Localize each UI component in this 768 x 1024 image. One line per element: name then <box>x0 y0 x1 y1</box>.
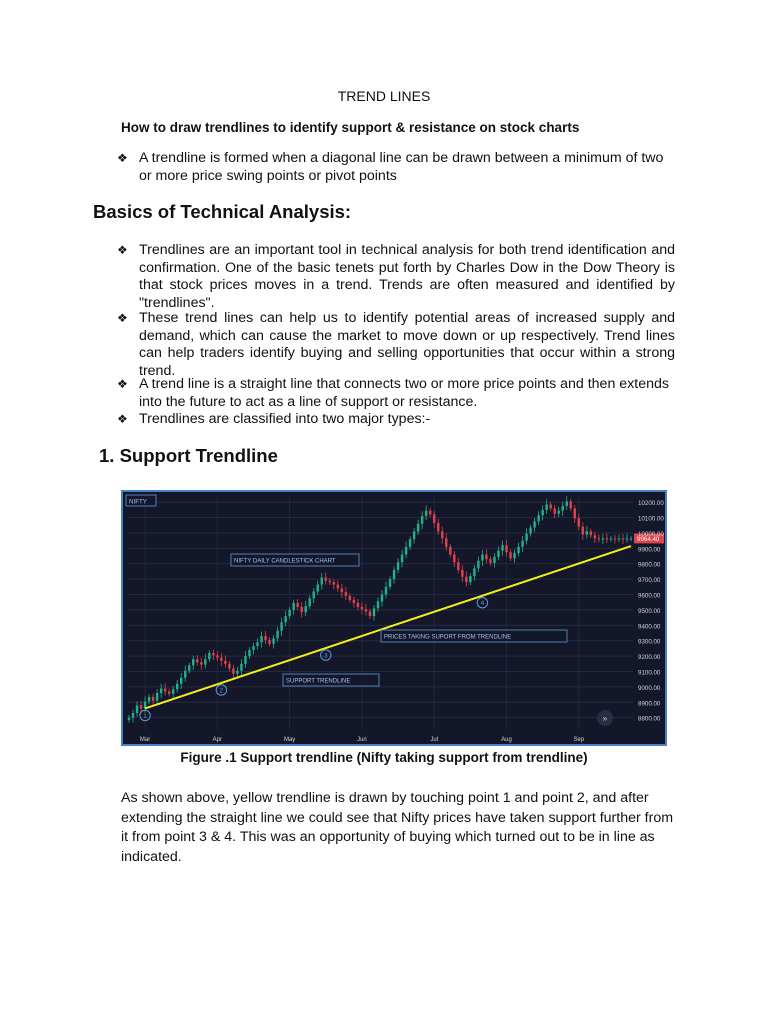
candle-body <box>160 688 162 693</box>
candle-body <box>417 524 419 532</box>
candle-body <box>393 570 395 579</box>
candle-body <box>284 616 286 622</box>
y-tick-label: 10200.00 <box>638 500 664 508</box>
candle-body <box>329 581 331 583</box>
candle-body <box>529 528 531 534</box>
candle-body <box>132 713 134 718</box>
candle-body <box>128 718 130 720</box>
list-item <box>117 242 675 312</box>
candle-body <box>594 535 596 538</box>
candle-body <box>558 511 560 514</box>
candle-body <box>212 653 214 655</box>
candle-body <box>586 531 588 534</box>
list-item-text: A trend line is a straight line that connects two or more price points and then extends into the future to act as a line of support or resistance. <box>139 376 669 410</box>
candle-body <box>606 538 608 539</box>
candle-body <box>582 527 584 535</box>
candle-body <box>148 697 150 702</box>
candle-body <box>610 538 612 539</box>
candle-body <box>626 538 628 539</box>
candle-body <box>272 638 274 643</box>
candle-body <box>236 671 238 674</box>
candle-body <box>152 697 154 701</box>
candle-body <box>525 534 527 541</box>
candle-body <box>570 501 572 508</box>
candle-body <box>477 561 479 569</box>
y-tick-label: 9200.00 <box>638 654 661 662</box>
x-tick-label: Aug <box>501 737 512 743</box>
list-item <box>117 376 675 411</box>
candle-body <box>501 545 503 550</box>
candle-body <box>268 640 270 644</box>
candle-body <box>172 689 174 694</box>
candle-body <box>280 622 282 630</box>
candle-body <box>184 671 186 678</box>
candle-body <box>602 538 604 539</box>
x-tick-label: Jul <box>430 737 439 743</box>
candle-body <box>578 518 580 526</box>
candle-body <box>566 501 568 506</box>
point-label: 2 <box>219 687 224 695</box>
candle-body <box>598 538 600 539</box>
candle-body <box>485 555 487 560</box>
y-tick-label: 8800.00 <box>638 715 661 723</box>
document-title: TREND LINES <box>337 88 431 104</box>
candle-body <box>300 607 302 612</box>
candle-body <box>437 523 439 531</box>
candle-body <box>296 603 298 607</box>
candle-body <box>353 600 355 603</box>
candle-body <box>521 541 523 547</box>
candle-body <box>208 653 210 659</box>
candle-body <box>618 538 620 539</box>
candle-body <box>264 636 266 640</box>
y-tick-label: 10000.00 <box>638 530 664 538</box>
list-item <box>117 310 675 380</box>
candle-body <box>537 515 539 521</box>
section-title: Support Trendline <box>119 445 278 466</box>
heading-basics: Basics of Technical Analysis: <box>93 201 352 222</box>
candle-body <box>156 693 158 701</box>
candle-body <box>304 606 306 612</box>
candle-body <box>630 538 632 539</box>
candle-body <box>341 588 343 592</box>
candle-body <box>180 678 182 684</box>
candle-body <box>505 545 507 552</box>
candle-body <box>590 531 592 535</box>
candle-body <box>196 659 198 662</box>
point-label: 4 <box>480 600 485 608</box>
candle-body <box>385 587 387 595</box>
candle-body <box>252 646 254 650</box>
candle-body <box>333 582 335 584</box>
last-price-label: 9964.40 <box>637 536 660 544</box>
candle-body <box>349 596 351 600</box>
diamond-bullet-icon: ❖ <box>117 412 128 426</box>
candle-body <box>321 578 323 585</box>
candle-body <box>533 521 535 527</box>
y-tick-label: 9400.00 <box>638 623 661 631</box>
candle-body <box>541 510 543 515</box>
support-trendline <box>145 546 631 708</box>
candle-body <box>176 684 178 689</box>
candle-body <box>200 662 202 664</box>
candle-body <box>228 664 230 669</box>
candle-body <box>509 552 511 558</box>
section-number: 1. <box>99 445 115 466</box>
candle-body <box>409 539 411 547</box>
candle-body <box>309 598 311 606</box>
y-tick-label: 9000.00 <box>638 684 661 692</box>
candle-body <box>449 547 451 555</box>
nifty-chart <box>121 490 667 746</box>
candle-body <box>562 506 564 511</box>
candle-body <box>357 603 359 607</box>
candle-body <box>192 659 194 665</box>
candle-body <box>574 508 576 518</box>
candle-body <box>377 601 379 608</box>
candle-body <box>373 608 375 616</box>
candle-body <box>429 511 431 515</box>
diamond-bullet-icon: ❖ <box>117 311 128 325</box>
candle-body <box>481 555 483 561</box>
y-tick-label: 8900.00 <box>638 700 661 708</box>
candle-body <box>497 551 499 557</box>
candle-body <box>473 568 475 576</box>
candle-body <box>425 511 427 516</box>
candle-body <box>369 611 371 616</box>
candle-body <box>461 570 463 577</box>
nifty-chart-svg <box>123 492 665 744</box>
explanation-paragraph: As shown above, yellow trendline is drawn by touching point 1 and point 2, and after extending the straight line we could see that Nifty prices have taken support further from it from point 3 & 4. This was an opportunity of buying which turned out to be in line as indicated. <box>121 790 674 865</box>
candle-body <box>248 650 250 656</box>
candle-body <box>365 609 367 611</box>
point-label: 1 <box>143 712 147 720</box>
x-tick-label: Apr <box>212 737 223 743</box>
candle-body <box>389 579 391 587</box>
candle-body <box>469 576 471 582</box>
candle-body <box>493 557 495 563</box>
candle-body <box>136 705 138 713</box>
y-tick-label: 9900.00 <box>638 546 661 554</box>
chart-title-label: NIFTY DAILY CANDLESTICK CHART <box>234 558 336 565</box>
candle-body <box>240 664 242 671</box>
x-tick-label: May <box>283 737 296 743</box>
candle-body <box>433 514 435 522</box>
intro-bullet <box>117 150 679 185</box>
point-label: 3 <box>323 652 328 660</box>
y-tick-label: 9600.00 <box>638 592 661 600</box>
x-tick-label: Mar <box>139 737 151 743</box>
y-tick-label: 9700.00 <box>638 577 661 585</box>
diamond-bullet-icon: ❖ <box>117 151 128 165</box>
candle-body <box>232 668 234 673</box>
candle-body <box>545 504 547 509</box>
candle-body <box>622 538 624 539</box>
candle-body <box>313 591 315 598</box>
candle-body <box>489 559 491 563</box>
candle-body <box>216 655 218 657</box>
candle-body <box>337 585 339 589</box>
candle-body <box>465 577 467 582</box>
x-tick-label: Sep <box>573 737 585 743</box>
support-trendline-label: SUPPORT TRENDLINE <box>286 678 351 685</box>
candle-body <box>168 692 170 694</box>
candle-body <box>188 665 190 670</box>
candle-body <box>317 585 319 592</box>
candle-body <box>260 636 262 642</box>
candle-body <box>220 658 222 661</box>
scroll-forward-glyph: » <box>602 714 608 723</box>
candle-body <box>276 631 278 639</box>
y-tick-label: 9100.00 <box>638 669 661 677</box>
prices-support-label: PRICES TAKING SUPORT FROM TRENDLINE <box>384 634 512 641</box>
candle-body <box>405 547 407 555</box>
candle-body <box>345 592 347 596</box>
candle-body <box>325 578 327 581</box>
candle-body <box>441 531 443 538</box>
document-subtitle: How to draw trendlines to identify support & resistance on stock charts <box>121 120 580 135</box>
list-item-text: These trend lines can help us to identify potential areas of increased supply and demand, which can cause the market to move down or up respectively. Trend lines can help traders identify buying and selling opportunities that occur within a strong trend. <box>139 310 675 379</box>
candle-body <box>553 508 555 513</box>
candle-body <box>397 562 399 570</box>
candle-body <box>381 595 383 602</box>
candle-body <box>549 504 551 508</box>
candle-body <box>288 610 290 616</box>
candle-body <box>413 531 415 539</box>
intro-bullet-text: A trendline is formed when a diagonal line can be drawn between a minimum of two or more price swing points or pivot points <box>139 150 664 184</box>
candle-body <box>224 661 226 664</box>
y-tick-label: 10100.00 <box>638 515 664 523</box>
section-heading <box>99 445 278 467</box>
diamond-bullet-icon: ❖ <box>117 243 128 257</box>
candle-body <box>453 555 455 563</box>
y-tick-label: 9800.00 <box>638 561 661 569</box>
candle-body <box>164 688 166 691</box>
x-tick-label: Jun <box>357 737 367 743</box>
figure-caption: Figure .1 Support trendline (Nifty taking support from trendline) <box>180 750 588 765</box>
candle-body <box>445 538 447 546</box>
candle-body <box>256 642 258 646</box>
diamond-bullet-icon: ❖ <box>117 377 128 391</box>
y-tick-label: 9300.00 <box>638 638 661 646</box>
candle-body <box>614 538 616 539</box>
candle-body <box>457 562 459 570</box>
list-item <box>117 411 675 429</box>
candle-body <box>292 603 294 610</box>
list-item-text: Trendlines are classified into two major types:- <box>139 411 431 427</box>
candle-body <box>204 659 206 664</box>
candle-body <box>401 555 403 563</box>
candle-body <box>361 607 363 609</box>
y-tick-label: 9500.00 <box>638 607 661 615</box>
candle-body <box>517 547 519 553</box>
candle-body <box>244 656 246 664</box>
candle-body <box>140 705 142 708</box>
candle-body <box>421 516 423 524</box>
candle-body <box>513 553 515 558</box>
symbol-label: NIFTY <box>129 498 147 506</box>
list-item-text: Trendlines are an important tool in technical analysis for both trend identification and confirmation. One of the basic tenets put forth by Charles Dow in the Dow Theory is that stock prices moves in a trend. Trends are often measured and identified by "trendlines". <box>139 242 675 311</box>
